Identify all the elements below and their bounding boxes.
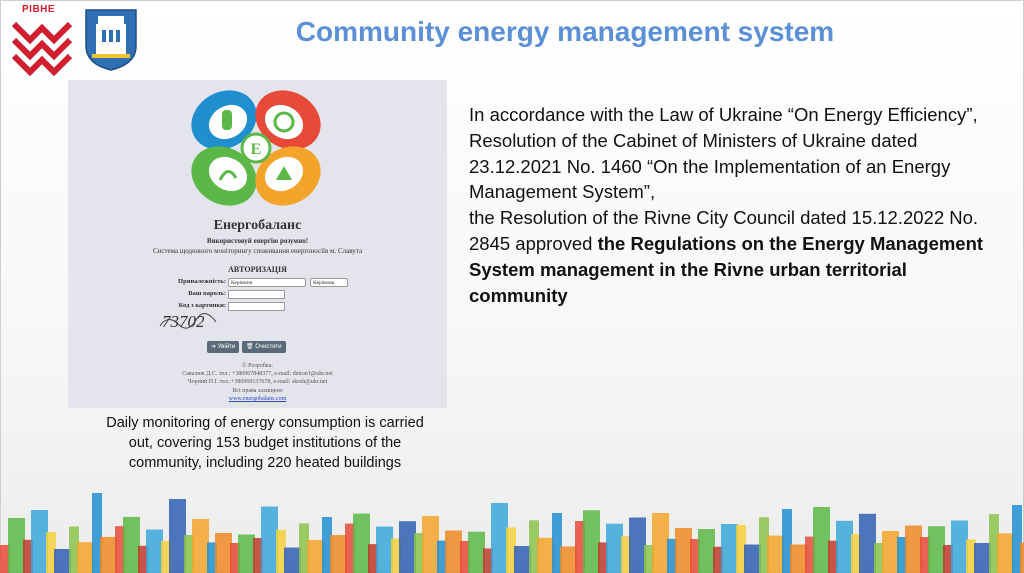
skyline-building	[31, 510, 48, 573]
skyline-building	[238, 535, 255, 573]
skyline-building	[836, 521, 853, 573]
paragraph-cabinet-resolution: Resolution of the Cabinet of Ministers of Ukraine dated 23.12.2021 No. 1460 “On the Implementation of an Energy Management System”,	[469, 129, 951, 203]
captcha-input[interactable]	[228, 302, 285, 311]
skyline-building	[698, 529, 715, 573]
app-system-description: Система щоденного моніторингу споживання енергоносіїв м. Славута	[152, 247, 363, 255]
role-select[interactable]: Керівник	[310, 278, 348, 287]
skyline-building	[767, 536, 784, 573]
skyline-building	[100, 537, 117, 573]
skyline-building	[123, 517, 140, 573]
password-input[interactable]	[228, 290, 285, 299]
skyline-building	[997, 533, 1014, 573]
skyline-building	[399, 521, 416, 573]
skyline-building	[675, 528, 692, 573]
captcha-text: 73702	[162, 312, 205, 331]
energobalans-screenshot	[68, 80, 447, 408]
captcha-label: Код з картинки:	[178, 302, 226, 309]
skyline-building	[790, 545, 807, 573]
skyline-building	[330, 535, 347, 573]
skyline-building	[8, 518, 25, 573]
skyline-building	[882, 531, 899, 573]
skyline-building	[560, 546, 577, 573]
skyline-building	[261, 507, 278, 573]
screenshot-caption: Daily monitoring of energy consumption is carried out, covering 153 budget institutions of the community, including 220 heated buildings	[106, 415, 424, 471]
skyline-building	[284, 548, 301, 573]
skyline-building	[951, 521, 968, 573]
login-button-label: Увійти	[217, 344, 236, 350]
city-skyline-decoration	[0, 478, 1024, 573]
skyline-building	[629, 518, 646, 573]
skyline-building	[376, 527, 393, 573]
skyline-building	[652, 513, 669, 573]
skyline-building	[859, 514, 876, 573]
legal-basis-text	[469, 102, 1009, 308]
dev-line-2: Чорний П.І. тел.:+380969137678, e-mail: skesh@ukr.net	[187, 379, 328, 385]
skyline-building	[537, 538, 554, 573]
skyline-building	[974, 543, 991, 573]
skyline-building	[445, 531, 462, 573]
city-name-label: РІВНЕ	[22, 4, 56, 15]
auth-heading: АВТОРИЗАЦІЯ	[228, 265, 287, 274]
skyline-building	[514, 546, 531, 573]
app-slogan: Використовуй енергію розумно!	[206, 237, 309, 245]
skyline-building	[192, 519, 209, 573]
skyline-building	[606, 524, 623, 573]
dev-label: © Розробка:	[242, 363, 273, 369]
clover-logo-icon	[176, 82, 336, 216]
skyline-building	[1020, 543, 1024, 573]
skyline-building	[491, 503, 508, 573]
captcha-image	[158, 310, 218, 332]
skyline-building	[905, 526, 922, 573]
paragraph-city-council	[469, 205, 1009, 308]
slide-title: Community energy management system	[295, 16, 835, 47]
svg-text:E: E	[250, 141, 262, 158]
skyline-building	[583, 510, 600, 573]
skyline-building	[215, 533, 232, 573]
login-button[interactable]: ➔ Увійти	[207, 341, 239, 353]
rivne-logo	[10, 4, 76, 76]
city-council-plain: the Resolution of the Rivne City Council dated 15.12.2022 No. 2845 approved	[469, 207, 979, 254]
rivne-emblem-icon	[10, 16, 74, 76]
skyline-building	[813, 507, 830, 573]
belonging-select[interactable]: Керівник	[228, 278, 306, 287]
skyline-building	[353, 514, 370, 573]
paragraph-law: In accordance with the Law of Ukraine “On Energy Efficiency”,	[469, 104, 978, 125]
skyline-building	[468, 532, 485, 573]
skyline-building	[422, 516, 439, 573]
regulations-bold: the Regulations on the Energy Management System management in the Rivne urban territorial community	[469, 232, 984, 306]
coat-of-arms-icon	[84, 8, 138, 72]
skyline-building	[307, 540, 324, 573]
rights-text: Всі права захищено	[232, 388, 283, 394]
skyline-building	[77, 542, 94, 573]
site-link[interactable]: www.energobalans.com	[228, 396, 287, 402]
skyline-building	[928, 526, 945, 573]
belonging-label: Приналежність:	[178, 278, 226, 285]
skyline-building	[146, 530, 163, 573]
clear-button[interactable]: 🗑 Очистити	[242, 341, 286, 353]
skyline-building	[744, 545, 761, 573]
clear-button-label: Очистити	[255, 344, 282, 350]
app-brand: Енергобаланс	[213, 218, 302, 233]
skyline-building	[54, 549, 71, 573]
password-label: Ваш пароль:	[188, 290, 226, 297]
dev-line-1: Савалюк Д.С. тел.: +380967848377, e-mail: detton1@ukr.net	[182, 371, 333, 377]
skyline-building	[721, 524, 738, 573]
skyline-building	[169, 499, 186, 573]
